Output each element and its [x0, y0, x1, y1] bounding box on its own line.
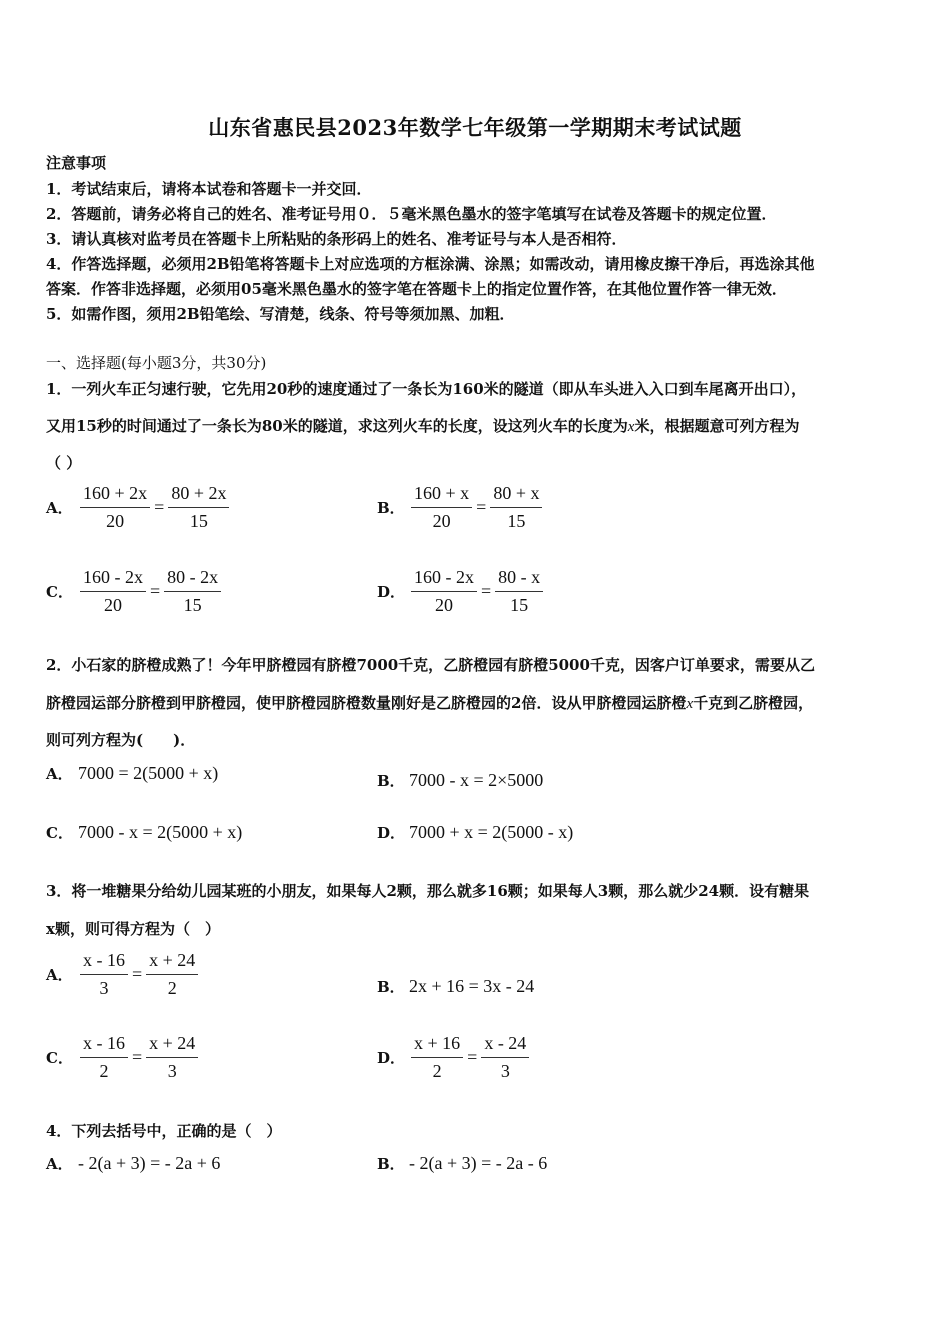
q2-option-a[interactable]: A． 7000 = 2(5000 + x) — [46, 763, 219, 783]
q1-text-line: 1．一列火车正匀速行驶，它先用20秒的速度通过了一条长为160米的隧道（即从车头进入入口到车尾离开出口）， — [46, 380, 807, 398]
q2-text-line: 脐橙园运部分脐橙到甲脐橙园，使甲脐橙园脐橙数量刚好是乙脐橙园的2倍．设从甲脐橙园运脐橙x千克到乙脐橙园， — [46, 694, 814, 712]
q3-text-line: 3．将一堆糖果分给幼儿园某班的小朋友，如果每人2颗，那么就多16颗；如果每人3颗，那么就少24颗．设有糖果 — [46, 882, 810, 900]
q1-option-d[interactable]: D． $\frac{160 - 2x}{20}$ = $\frac{80 - x}{15}$ — [377, 567, 545, 616]
q2-option-c[interactable]: C． 7000 - x = 2(5000 + x) — [46, 822, 243, 842]
q4-option-a[interactable]: A． - 2(a + 3) = - 2a + 6 — [46, 1153, 221, 1173]
section-heading: 一、选择题(每小题3分，共30分) — [46, 354, 267, 372]
page-title: 山东省惠民县2023年数学七年级第一学期期末考试试题 — [208, 115, 742, 140]
q3-text-line: x颗，则可得方程为（ ） — [46, 920, 220, 938]
q2-text-line: 2．小石家的脐橙成熟了！今年甲脐橙园有脐橙7000千克，乙脐橙园有脐橙5000千克，因客户订单要求，需要从乙 — [46, 656, 815, 674]
notice-line: 答案．作答非选择题，必须用05毫米黑色墨水的签字笔在答题卡上的指定位置作答，在其他位置作答一律无效． — [46, 280, 787, 298]
q2-option-d[interactable]: D． 7000 + x = 2(5000 - x) — [377, 822, 574, 842]
q3-option-d[interactable]: D． $\frac{x + 16}{2}$ = $\frac{x - 24}{3}$ — [377, 1033, 531, 1082]
q1-option-a[interactable]: A． $\frac{160 + 2x}{20}$ = $\frac{80 + 2x}{15}$ — [46, 483, 231, 532]
q4-option-b[interactable]: B． - 2(a + 3) = - 2a - 6 — [377, 1153, 548, 1173]
notice-heading: 注意事项 — [46, 154, 107, 172]
notice-line: 3．请认真核对监考员在答题卡上所粘贴的条形码上的姓名、准考证号与本人是否相符． — [46, 230, 627, 248]
q2-option-b[interactable]: B． 7000 - x = 2×5000 — [377, 770, 544, 790]
q4-text-line: 4．下列去括号中，正确的是（ ） — [46, 1122, 282, 1140]
q3-option-a[interactable]: A． $\frac{x - 16}{3}$ = $\frac{x + 24}{2}$ — [46, 950, 200, 999]
notice-line: 4．作答选择题，必须用2B铅笔将答题卡上对应选项的方框涂满、涂黑；如需改动，请用橡皮擦干净后，再选涂其他 — [46, 255, 815, 273]
notice-line: 2．答题前，请务必将自己的姓名、准考证号用０．５毫米黑色墨水的签字笔填写在试卷及答题卡的规定位置． — [46, 205, 777, 223]
notice-line: 5．如需作图，须用2B铅笔绘、写清楚，线条、符号等须加黑、加粗． — [46, 305, 515, 323]
notice-line: 1．考试结束后，请将本试卷和答题卡一并交回． — [46, 180, 372, 198]
q2-text-line: 则可列方程为( )． — [46, 731, 196, 749]
q1-option-c[interactable]: C． $\frac{160 - 2x}{20}$ = $\frac{80 - 2x}{15}$ — [46, 567, 223, 616]
q1-option-b[interactable]: B． $\frac{160 + x}{20}$ = $\frac{80 + x}{15}$ — [377, 483, 544, 532]
q1-text-line: （ ） — [46, 454, 82, 472]
q3-option-b[interactable]: B． 2x + 16 = 3x - 24 — [377, 976, 535, 996]
q3-option-c[interactable]: C． $\frac{x - 16}{2}$ = $\frac{x + 24}{3}$ — [46, 1033, 200, 1082]
q1-text-line: 又用15秒的时间通过了一条长为80米的隧道，求这列火车的长度，设这列火车的长度为x米，根据题意可列方程为 — [46, 417, 800, 435]
